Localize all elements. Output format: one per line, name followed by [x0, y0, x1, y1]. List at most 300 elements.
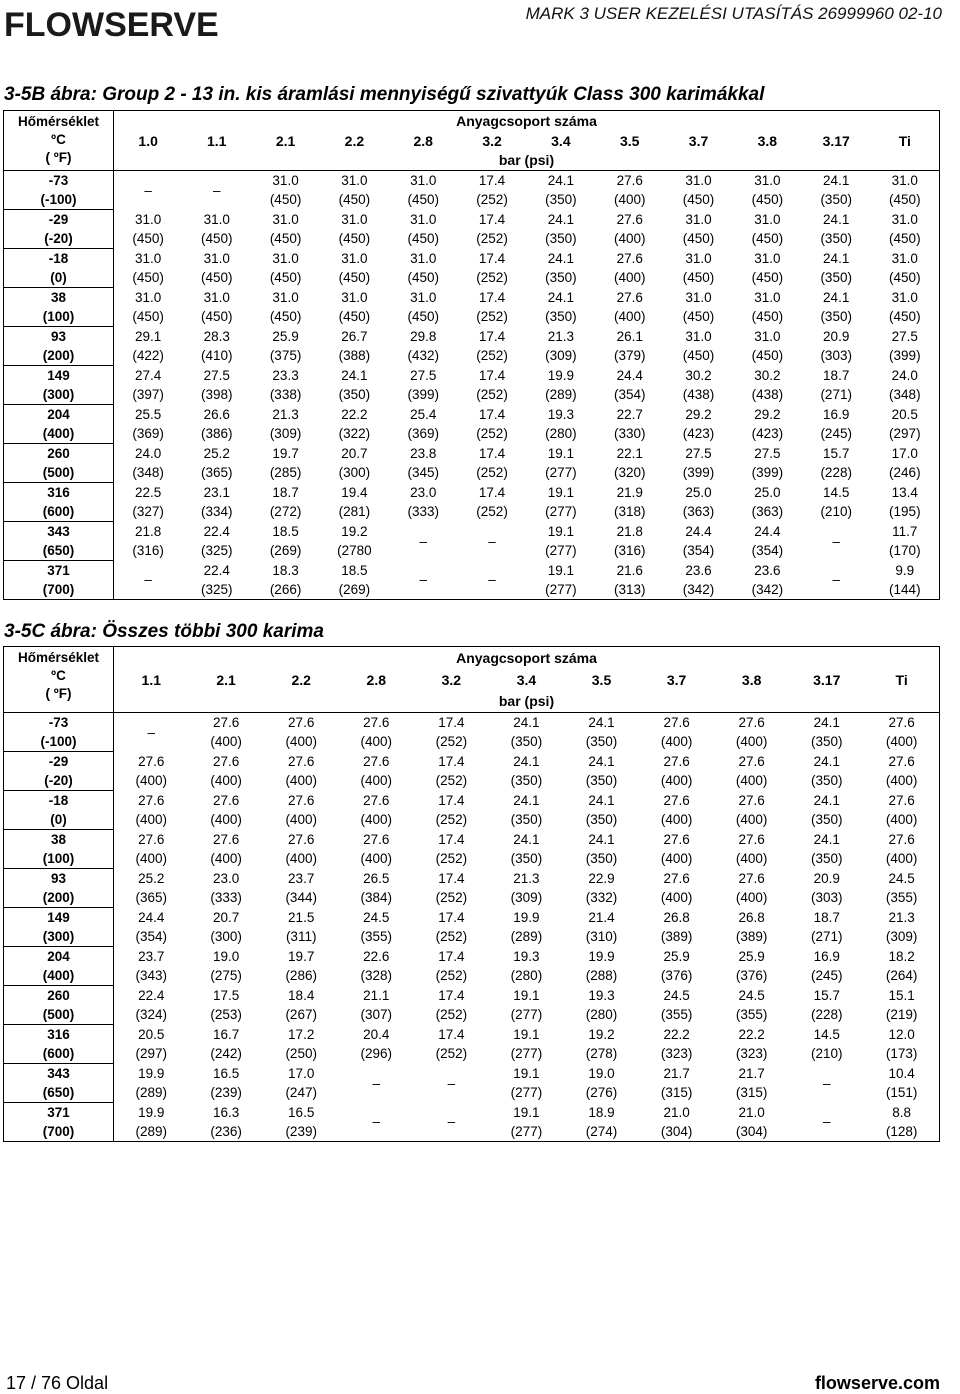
pressure-bar: 24.1	[813, 793, 840, 808]
table-row	[4, 986, 940, 1025]
pressure-psi: (267)	[285, 1007, 317, 1022]
pressure-bar: 21.5	[288, 910, 315, 925]
pressure-cell	[595, 210, 664, 249]
pressure-psi: (315)	[735, 1085, 768, 1100]
pressure-cell	[714, 1064, 789, 1103]
pressure-cell	[320, 483, 389, 522]
pressure-bar: 24.1	[823, 173, 850, 189]
pressure-bar: 29.2	[754, 407, 781, 422]
material-group-header: Anyagcsoport száma	[114, 647, 940, 669]
pressure-psi: (242)	[210, 1046, 242, 1061]
pressure-bar: 27.6	[663, 754, 690, 769]
pressure-cell	[526, 366, 595, 405]
pressure-cell	[114, 908, 189, 947]
pressure-cell	[489, 830, 564, 869]
pressure-cell	[114, 752, 189, 791]
pressure-cell	[414, 1064, 489, 1103]
pressure-bar: –	[447, 1114, 456, 1130]
column-header: 2.1	[275, 132, 296, 149]
pressure-cell	[802, 561, 871, 600]
pressure-psi: (450)	[269, 231, 302, 246]
pressure-cell	[251, 522, 320, 561]
pressure-bar: 16.7	[212, 1027, 240, 1042]
pressure-cell	[802, 171, 871, 210]
pressure-psi: (450)	[889, 270, 921, 285]
temperature-celsius: 260	[47, 446, 70, 461]
pressure-psi: (399)	[682, 465, 715, 480]
pressure-psi: (350)	[810, 851, 843, 866]
pressure-psi: (310)	[585, 929, 618, 944]
pressure-bar: 31.0	[410, 212, 437, 227]
pressure-bar: 17.4	[438, 754, 465, 769]
pressure-bar: 27.6	[212, 715, 240, 731]
pressure-psi: (350)	[820, 270, 852, 285]
pressure-psi: (252)	[476, 387, 508, 402]
temperature-fahrenheit: (650)	[42, 1085, 75, 1100]
pressure-psi: (450)	[269, 270, 302, 285]
pressure-bar: 19.7	[288, 949, 315, 964]
material-group-header: Anyagcsoport száma	[114, 111, 940, 131]
pressure-psi: (289)	[135, 1085, 168, 1100]
pressure-bar: 30.2	[754, 368, 781, 383]
pressure-psi: (450)	[889, 192, 921, 208]
pressure-cell	[664, 405, 733, 444]
pressure-cell	[802, 288, 871, 327]
pressure-psi: (289)	[510, 929, 543, 944]
pressure-psi: (450)	[751, 192, 784, 208]
table-b-title: 3-5B ábra: Group 2 - 13 in. kis áramlási mennyiségű szivattyúk Class 300 karimákkal	[4, 84, 765, 105]
pressure-bar: –	[372, 1114, 381, 1130]
pressure-cell	[664, 210, 733, 249]
temperature-fahrenheit: (650)	[42, 543, 75, 558]
pressure-bar: 23.7	[288, 871, 315, 886]
pressure-cell	[251, 366, 320, 405]
pressure-psi: (350)	[820, 192, 852, 208]
temperature-fahrenheit: (400)	[42, 968, 75, 983]
pressure-cell	[339, 713, 414, 752]
pressure-psi: (323)	[735, 1046, 768, 1061]
pressure-cell	[526, 171, 595, 210]
pressure-cell	[251, 288, 320, 327]
pressure-cell	[339, 986, 414, 1025]
pressure-cell	[264, 986, 339, 1025]
pressure-bar: 21.3	[888, 910, 915, 925]
pressure-bar: 31.0	[272, 212, 299, 227]
pressure-cell	[595, 405, 664, 444]
pressure-bar: 17.4	[478, 212, 506, 227]
pressure-bar: 31.0	[891, 173, 918, 189]
pressure-psi: (438)	[751, 387, 784, 402]
temperature-cell	[4, 830, 114, 869]
pressure-bar: 26.8	[738, 910, 765, 925]
pressure-bar: –	[144, 572, 152, 588]
pressure-cell	[733, 561, 802, 600]
column-header: 3.4	[516, 671, 537, 688]
pressure-cell	[733, 249, 802, 288]
temperature-fahrenheit: (300)	[42, 387, 75, 402]
pressure-bar: –	[822, 1075, 831, 1091]
pressure-bar: 19.2	[341, 524, 368, 539]
pressure-psi: (355)	[735, 1007, 768, 1022]
pressure-cell	[339, 1025, 414, 1064]
pressure-bar: 24.1	[547, 212, 575, 227]
pressure-cell	[639, 908, 714, 947]
pressure-psi: (400)	[210, 773, 242, 788]
column-header: 2.2	[291, 671, 311, 688]
pressure-psi: (400)	[885, 734, 918, 750]
pressure-bar: 27.5	[891, 329, 918, 344]
pressure-bar: 19.9	[513, 910, 540, 925]
pressure-psi: (325)	[200, 543, 233, 558]
pressure-psi: (432)	[407, 348, 439, 363]
pressure-psi: (363)	[682, 504, 715, 519]
pressure-cell	[414, 1103, 489, 1142]
pressure-psi: (280)	[585, 1007, 618, 1022]
pressure-psi: (280)	[510, 968, 543, 983]
pressure-psi: (450)	[269, 309, 302, 324]
pressure-cell	[664, 366, 733, 405]
temperature-cell	[4, 444, 114, 483]
pressure-cell	[114, 405, 183, 444]
temperature-celsius: 343	[47, 524, 70, 539]
document-title: MARK 3 USER KEZELÉSI UTASÍTÁS 26999960 02-10	[525, 4, 942, 23]
pressure-bar: 14.5	[823, 485, 850, 500]
pressure-bar: 29.8	[410, 329, 437, 344]
pressure-cell	[389, 171, 458, 210]
pressure-bar: 24.1	[823, 251, 850, 266]
pressure-psi: (210)	[810, 1046, 843, 1061]
pressure-psi: (350)	[545, 192, 577, 208]
temperature-cell	[4, 405, 114, 444]
pressure-bar: 23.1	[203, 485, 230, 500]
pressure-cell	[564, 752, 639, 791]
temperature-header	[4, 111, 114, 171]
pressure-bar: 20.5	[891, 407, 918, 422]
pressure-cell	[320, 210, 389, 249]
temperature-fahrenheit: (700)	[42, 1124, 75, 1139]
pressure-cell	[526, 561, 595, 600]
temperature-celsius: 93	[50, 329, 67, 344]
pressure-bar: 27.6	[663, 832, 690, 847]
pressure-bar: 21.7	[663, 1066, 690, 1081]
pressure-cell	[189, 908, 264, 947]
pressure-bar: 27.6	[616, 173, 643, 189]
pressure-bar: 27.6	[888, 715, 915, 731]
pressure-bar: 27.6	[663, 871, 690, 886]
pressure-cell	[564, 869, 639, 908]
pressure-psi: (277)	[545, 543, 577, 558]
table-row	[4, 1103, 940, 1142]
pressure-cell	[251, 405, 320, 444]
pressure-psi: (400)	[360, 851, 393, 866]
temperature-cell	[4, 483, 114, 522]
pressure-bar: 22.7	[616, 407, 643, 422]
pressure-cell	[251, 327, 320, 366]
pressure-cell	[489, 986, 564, 1025]
pressure-cell	[339, 908, 414, 947]
temperature-cell	[4, 171, 114, 210]
pressure-psi: (376)	[660, 968, 693, 983]
pressure-bar: 22.9	[588, 871, 615, 886]
pressure-psi: (300)	[338, 465, 371, 480]
pressure-psi: (303)	[820, 348, 852, 363]
pressure-bar: 24.5	[888, 871, 915, 886]
pressure-bar: 29.1	[135, 329, 162, 344]
pressure-bar: 27.6	[363, 754, 390, 769]
pressure-bar: 17.4	[438, 910, 465, 925]
pressure-cell	[458, 327, 527, 366]
pressure-psi: (400)	[285, 812, 317, 827]
pressure-psi: (252)	[476, 231, 508, 246]
website-link[interactable]: flowserve.com	[814, 1373, 940, 1393]
pressure-bar: 27.6	[363, 832, 390, 847]
temperature-cell	[4, 288, 114, 327]
pressure-bar: 21.1	[363, 988, 390, 1003]
pressure-psi: (332)	[585, 890, 618, 905]
pressure-bar: 19.1	[547, 446, 575, 461]
pressure-psi: (400)	[210, 734, 242, 750]
pressure-cell	[458, 366, 527, 405]
pressure-cell	[733, 210, 802, 249]
pressure-bar: 24.1	[513, 754, 540, 769]
pressure-bar: 25.2	[203, 446, 230, 461]
pressure-cell	[564, 986, 639, 1025]
pressure-bar: 24.1	[547, 251, 575, 266]
column-header: 3.8	[741, 671, 762, 688]
pressure-psi: (252)	[435, 1046, 468, 1061]
pressure-bar: 20.9	[823, 329, 850, 344]
pressure-bar: 18.3	[272, 562, 299, 578]
pressure-bar: 24.1	[588, 832, 615, 847]
pressure-bar: 27.6	[616, 251, 643, 266]
pressure-psi: (315)	[660, 1085, 693, 1100]
temperature-celsius: -73	[48, 173, 69, 188]
pressure-cell	[458, 405, 527, 444]
pressure-cell	[414, 752, 489, 791]
pressure-cell	[414, 1025, 489, 1064]
pressure-cell	[251, 210, 320, 249]
temperature-celsius: -18	[48, 251, 69, 266]
pressure-bar: 28.3	[203, 329, 230, 344]
pressure-psi: (269)	[338, 581, 371, 597]
pressure-bar: 22.5	[135, 485, 162, 500]
pressure-cell	[114, 327, 183, 366]
pressure-bar: 27.6	[288, 754, 315, 769]
pressure-bar: 19.0	[212, 949, 240, 964]
pressure-psi: (309)	[885, 929, 918, 944]
pressure-cell	[182, 171, 251, 210]
pressure-cell	[458, 210, 527, 249]
temperature-cell	[4, 249, 114, 288]
pressure-psi: (252)	[476, 465, 508, 480]
pressure-bar: 27.6	[212, 754, 240, 769]
pressure-cell	[789, 1064, 864, 1103]
pressure-psi: (239)	[285, 1123, 317, 1139]
temperature-cell	[4, 869, 114, 908]
temperature-celsius: 371	[47, 1105, 70, 1120]
pressure-cell	[339, 830, 414, 869]
pressure-bar: 15.1	[888, 988, 915, 1003]
pressure-psi: (275)	[210, 968, 242, 983]
pressure-psi: (311)	[285, 929, 317, 944]
pressure-psi: (269)	[269, 543, 302, 558]
pressure-cell	[639, 869, 714, 908]
pressure-psi: (400)	[660, 773, 693, 788]
pressure-bar: –	[419, 533, 427, 549]
pressure-psi: (400)	[285, 734, 317, 750]
pressure-bar: 24.1	[341, 368, 368, 383]
pressure-psi: (333)	[210, 890, 242, 905]
column-header: 2.2	[344, 132, 365, 149]
pressure-bar: 22.4	[203, 524, 230, 539]
pressure-cell	[339, 752, 414, 791]
pressure-cell	[458, 483, 527, 522]
pressure-psi: (400)	[285, 851, 317, 866]
table-row	[4, 561, 940, 600]
temperature-fahrenheit: (-20)	[44, 231, 73, 246]
table-row	[4, 327, 940, 366]
pressure-bar: 24.4	[138, 910, 165, 925]
pressure-psi: (252)	[476, 504, 508, 519]
pressure-bar: 18.2	[888, 949, 915, 964]
pressure-psi: (318)	[613, 504, 646, 519]
pressure-psi: (252)	[476, 309, 508, 324]
pressure-cell	[320, 405, 389, 444]
pressure-psi: (399)	[889, 348, 921, 363]
pressure-psi: (350)	[585, 812, 618, 827]
pressure-bar: 17.0	[891, 446, 918, 461]
pressure-cell	[414, 908, 489, 947]
pressure-cell	[189, 713, 264, 752]
pressure-bar: –	[447, 1075, 456, 1091]
pressure-bar: –	[147, 724, 156, 740]
pressure-bar: 25.2	[138, 871, 165, 886]
pressure-cell	[564, 947, 639, 986]
pressure-cell	[564, 791, 639, 830]
pressure-bar: 31.0	[272, 251, 299, 266]
pressure-psi: (375)	[269, 348, 302, 363]
pressure-cell	[251, 171, 320, 210]
pressure-cell	[389, 444, 458, 483]
pressure-cell	[789, 830, 864, 869]
table-row	[4, 947, 940, 986]
pressure-psi: (307)	[360, 1007, 393, 1022]
pressure-cell	[639, 791, 714, 830]
pressure-cell	[864, 830, 939, 869]
pressure-cell	[251, 561, 320, 600]
pressure-psi: (277)	[510, 1007, 543, 1022]
pressure-cell	[871, 288, 940, 327]
column-header: 1.1	[141, 671, 162, 688]
pressure-cell	[733, 288, 802, 327]
pressure-cell	[389, 210, 458, 249]
pressure-bar: 26.6	[203, 407, 230, 422]
table-row	[4, 1064, 940, 1103]
pressure-cell	[802, 249, 871, 288]
pressure-cell	[458, 444, 527, 483]
pressure-psi: (400)	[613, 309, 646, 324]
pressure-bar: 16.3	[212, 1104, 240, 1120]
pressure-psi: (450)	[682, 231, 715, 246]
pressure-bar: 21.8	[616, 524, 643, 539]
pressure-psi: (400)	[360, 812, 393, 827]
pressure-psi: (285)	[269, 465, 302, 480]
pressure-cell	[639, 1064, 714, 1103]
pressure-cell	[414, 713, 489, 752]
pressure-psi: (450)	[751, 231, 784, 246]
pressure-psi: (350)	[545, 231, 577, 246]
pressure-bar: 26.1	[616, 329, 643, 344]
temperature-fahrenheit: (0)	[50, 270, 67, 285]
temperature-fahrenheit: (100)	[42, 309, 75, 324]
pressure-psi: (389)	[735, 929, 768, 944]
pressure-bar: 17.4	[438, 1027, 465, 1042]
pressure-cell	[458, 171, 527, 210]
temperature-celsius: 343	[47, 1066, 70, 1081]
pressure-psi: (313)	[613, 581, 646, 597]
pressure-psi: (333)	[407, 504, 439, 519]
pressure-bar: 18.7	[823, 368, 850, 383]
pressure-bar: 10.4	[888, 1066, 915, 1081]
pressure-bar: 29.2	[685, 407, 712, 422]
pressure-bar: 23.6	[754, 562, 781, 578]
pressure-cell	[639, 713, 714, 752]
pressure-bar: –	[372, 1075, 381, 1091]
pressure-psi: (271)	[810, 929, 843, 944]
pressure-psi: (400)	[285, 773, 317, 788]
pressure-bar: 31.0	[272, 290, 299, 305]
temperature-celsius: 149	[47, 910, 70, 925]
temperature-celsius: 93	[50, 871, 67, 886]
temperature-cell	[4, 561, 114, 600]
pressure-bar: –	[488, 572, 496, 588]
pressure-psi: (246)	[889, 465, 921, 480]
pressure-cell	[264, 1064, 339, 1103]
pressure-psi: (365)	[200, 465, 233, 480]
pressure-bar: 22.1	[616, 446, 643, 461]
pressure-cell	[320, 327, 389, 366]
pressure-bar: 11.7	[892, 524, 918, 539]
table-row	[4, 752, 940, 791]
pressure-cell	[789, 1025, 864, 1064]
temperature-header	[4, 647, 114, 713]
pressure-psi: (399)	[751, 465, 784, 480]
pressure-bar: 21.3	[272, 407, 299, 422]
logo-text: FLOWSERVE	[4, 6, 219, 44]
pressure-bar: 31.0	[754, 329, 781, 344]
pressure-cell	[489, 1064, 564, 1103]
temperature-celsius: 38	[50, 290, 67, 305]
pressure-bar: 22.2	[663, 1027, 690, 1042]
pressure-psi: (450)	[407, 231, 439, 246]
pressure-bar: 13.4	[891, 485, 918, 500]
pressure-bar: 17.4	[438, 949, 465, 964]
pressure-cell	[389, 483, 458, 522]
pressure-bar: 27.6	[888, 754, 915, 769]
column-header: 1.0	[138, 132, 158, 149]
pressure-cell	[595, 522, 664, 561]
pressure-cell	[389, 327, 458, 366]
pressure-psi: (338)	[269, 387, 302, 402]
pressure-cell	[802, 444, 871, 483]
pressure-bar: 24.1	[588, 754, 615, 769]
temperature-cell	[4, 1025, 114, 1064]
table-row	[4, 171, 940, 210]
temperature-fahrenheit: (0)	[50, 812, 67, 827]
pressure-psi: (350)	[338, 387, 371, 402]
column-header: 3.7	[688, 132, 709, 149]
pressure-bar: 19.7	[272, 446, 299, 461]
